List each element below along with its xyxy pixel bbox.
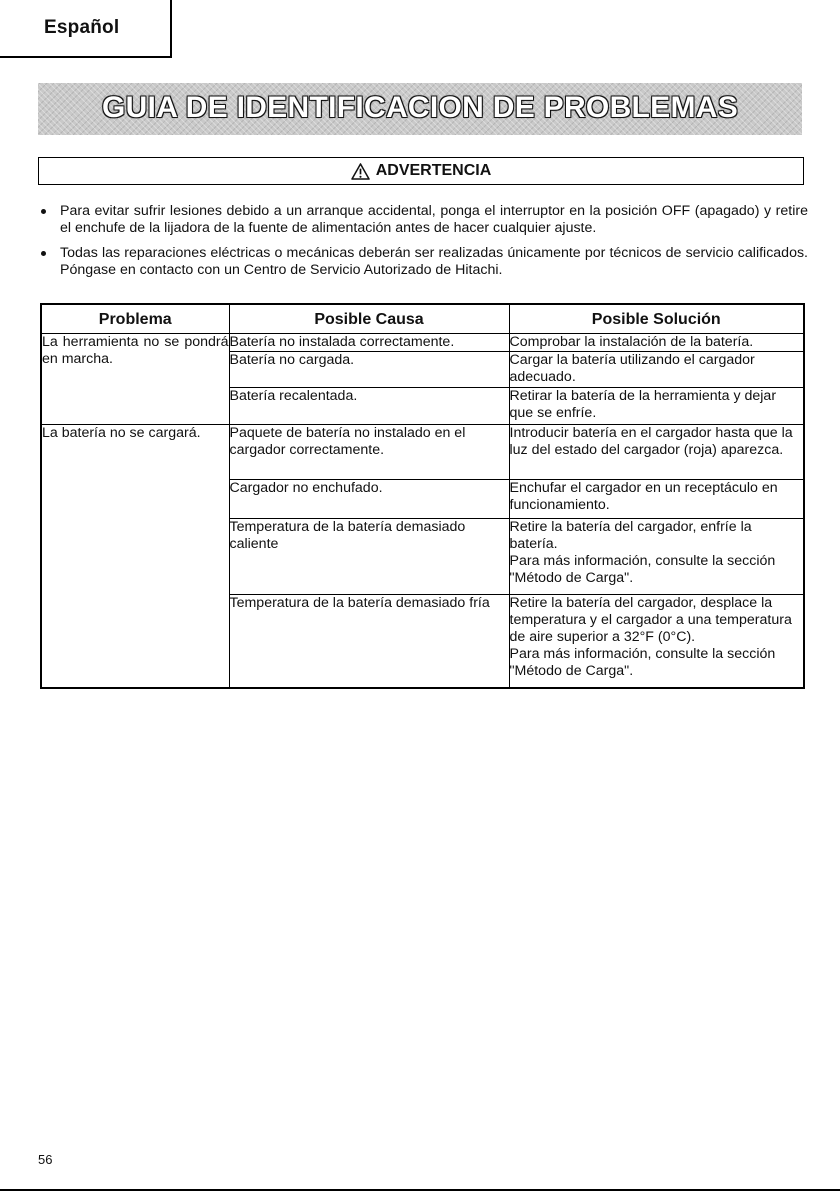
cause-cell: Batería no cargada. <box>229 352 509 388</box>
cause-cell: Cargador no enchufado. <box>229 480 509 519</box>
header-cause: Posible Causa <box>229 304 509 334</box>
section-title-band <box>38 83 802 135</box>
bullet-dot-icon <box>41 251 46 256</box>
page-number: 56 <box>38 1152 53 1167</box>
table-header-row <box>41 304 804 334</box>
page-title: GUIA DE IDENTIFICACION DE PROBLEMAS <box>101 91 739 124</box>
bullet-item <box>38 203 808 237</box>
cause-cell: Temperatura de la batería demasiado caliente <box>229 519 509 595</box>
language-tab <box>0 0 172 58</box>
troubleshooting-table <box>40 303 805 689</box>
bullet-text: Todas las reparaciones eléctricas o mecánicas deberán ser realizadas únicamente por técnicos de servicio calificados. Póngase en contacto con un Centro de Servicio Autorizado de Hitachi. <box>60 245 808 278</box>
warning-label: ADVERTENCIA <box>375 162 492 179</box>
language-label: Español <box>44 17 120 38</box>
cause-cell: Temperatura de la batería demasiado fría <box>229 595 509 689</box>
solution-cell: Enchufar el cargador en un receptáculo en funcionamiento. <box>509 480 804 519</box>
solution-cell: Retire la batería del cargador, enfríe la batería. Para más información, consulte la sección "Método de Carga". <box>509 519 804 595</box>
solution-cell: Introducir batería en el cargador hasta que la luz del estado del cargador (roja) aparezca. <box>509 425 804 480</box>
bullet-item <box>38 245 808 279</box>
cause-cell: Batería recalentada. <box>229 388 509 425</box>
header-solution: Posible Solución <box>509 304 804 334</box>
bullet-text: Para evitar sufrir lesiones debido a un arranque accidental, ponga el interruptor en la posición OFF (apagado) y retire el enchufe de la lijadora de la fuente de alimentación antes de hacer cualquier ajuste. <box>60 203 808 236</box>
solution-cell: Retire la batería del cargador, desplace la temperatura y el cargador a una temperatura de aire superior a 32°F (0°C). Para más información, consulte la sección "Método de Carga". <box>509 595 804 689</box>
solution-cell: Cargar la batería utilizando el cargador adecuado. <box>509 352 804 388</box>
bottom-divider <box>0 1189 840 1191</box>
problem-cell: La herramienta no se pondrá en marcha. <box>41 334 229 425</box>
solution-cell: Comprobar la instalación de la batería. <box>509 334 804 352</box>
table-row <box>41 425 804 480</box>
table-row <box>41 334 804 352</box>
bullet-dot-icon <box>41 209 46 214</box>
solution-cell: Retirar la batería de la herramienta y dejar que se enfríe. <box>509 388 804 425</box>
problem-cell: La batería no se cargará. <box>41 425 229 689</box>
warning-box <box>38 157 804 185</box>
header-problem: Problema <box>41 304 229 334</box>
cause-cell: Paquete de batería no instalado en el cargador correctamente. <box>229 425 509 480</box>
warning-bullets <box>38 203 808 287</box>
cause-cell: Batería no instalada correctamente. <box>229 334 509 352</box>
warning-triangle-icon <box>351 163 370 180</box>
